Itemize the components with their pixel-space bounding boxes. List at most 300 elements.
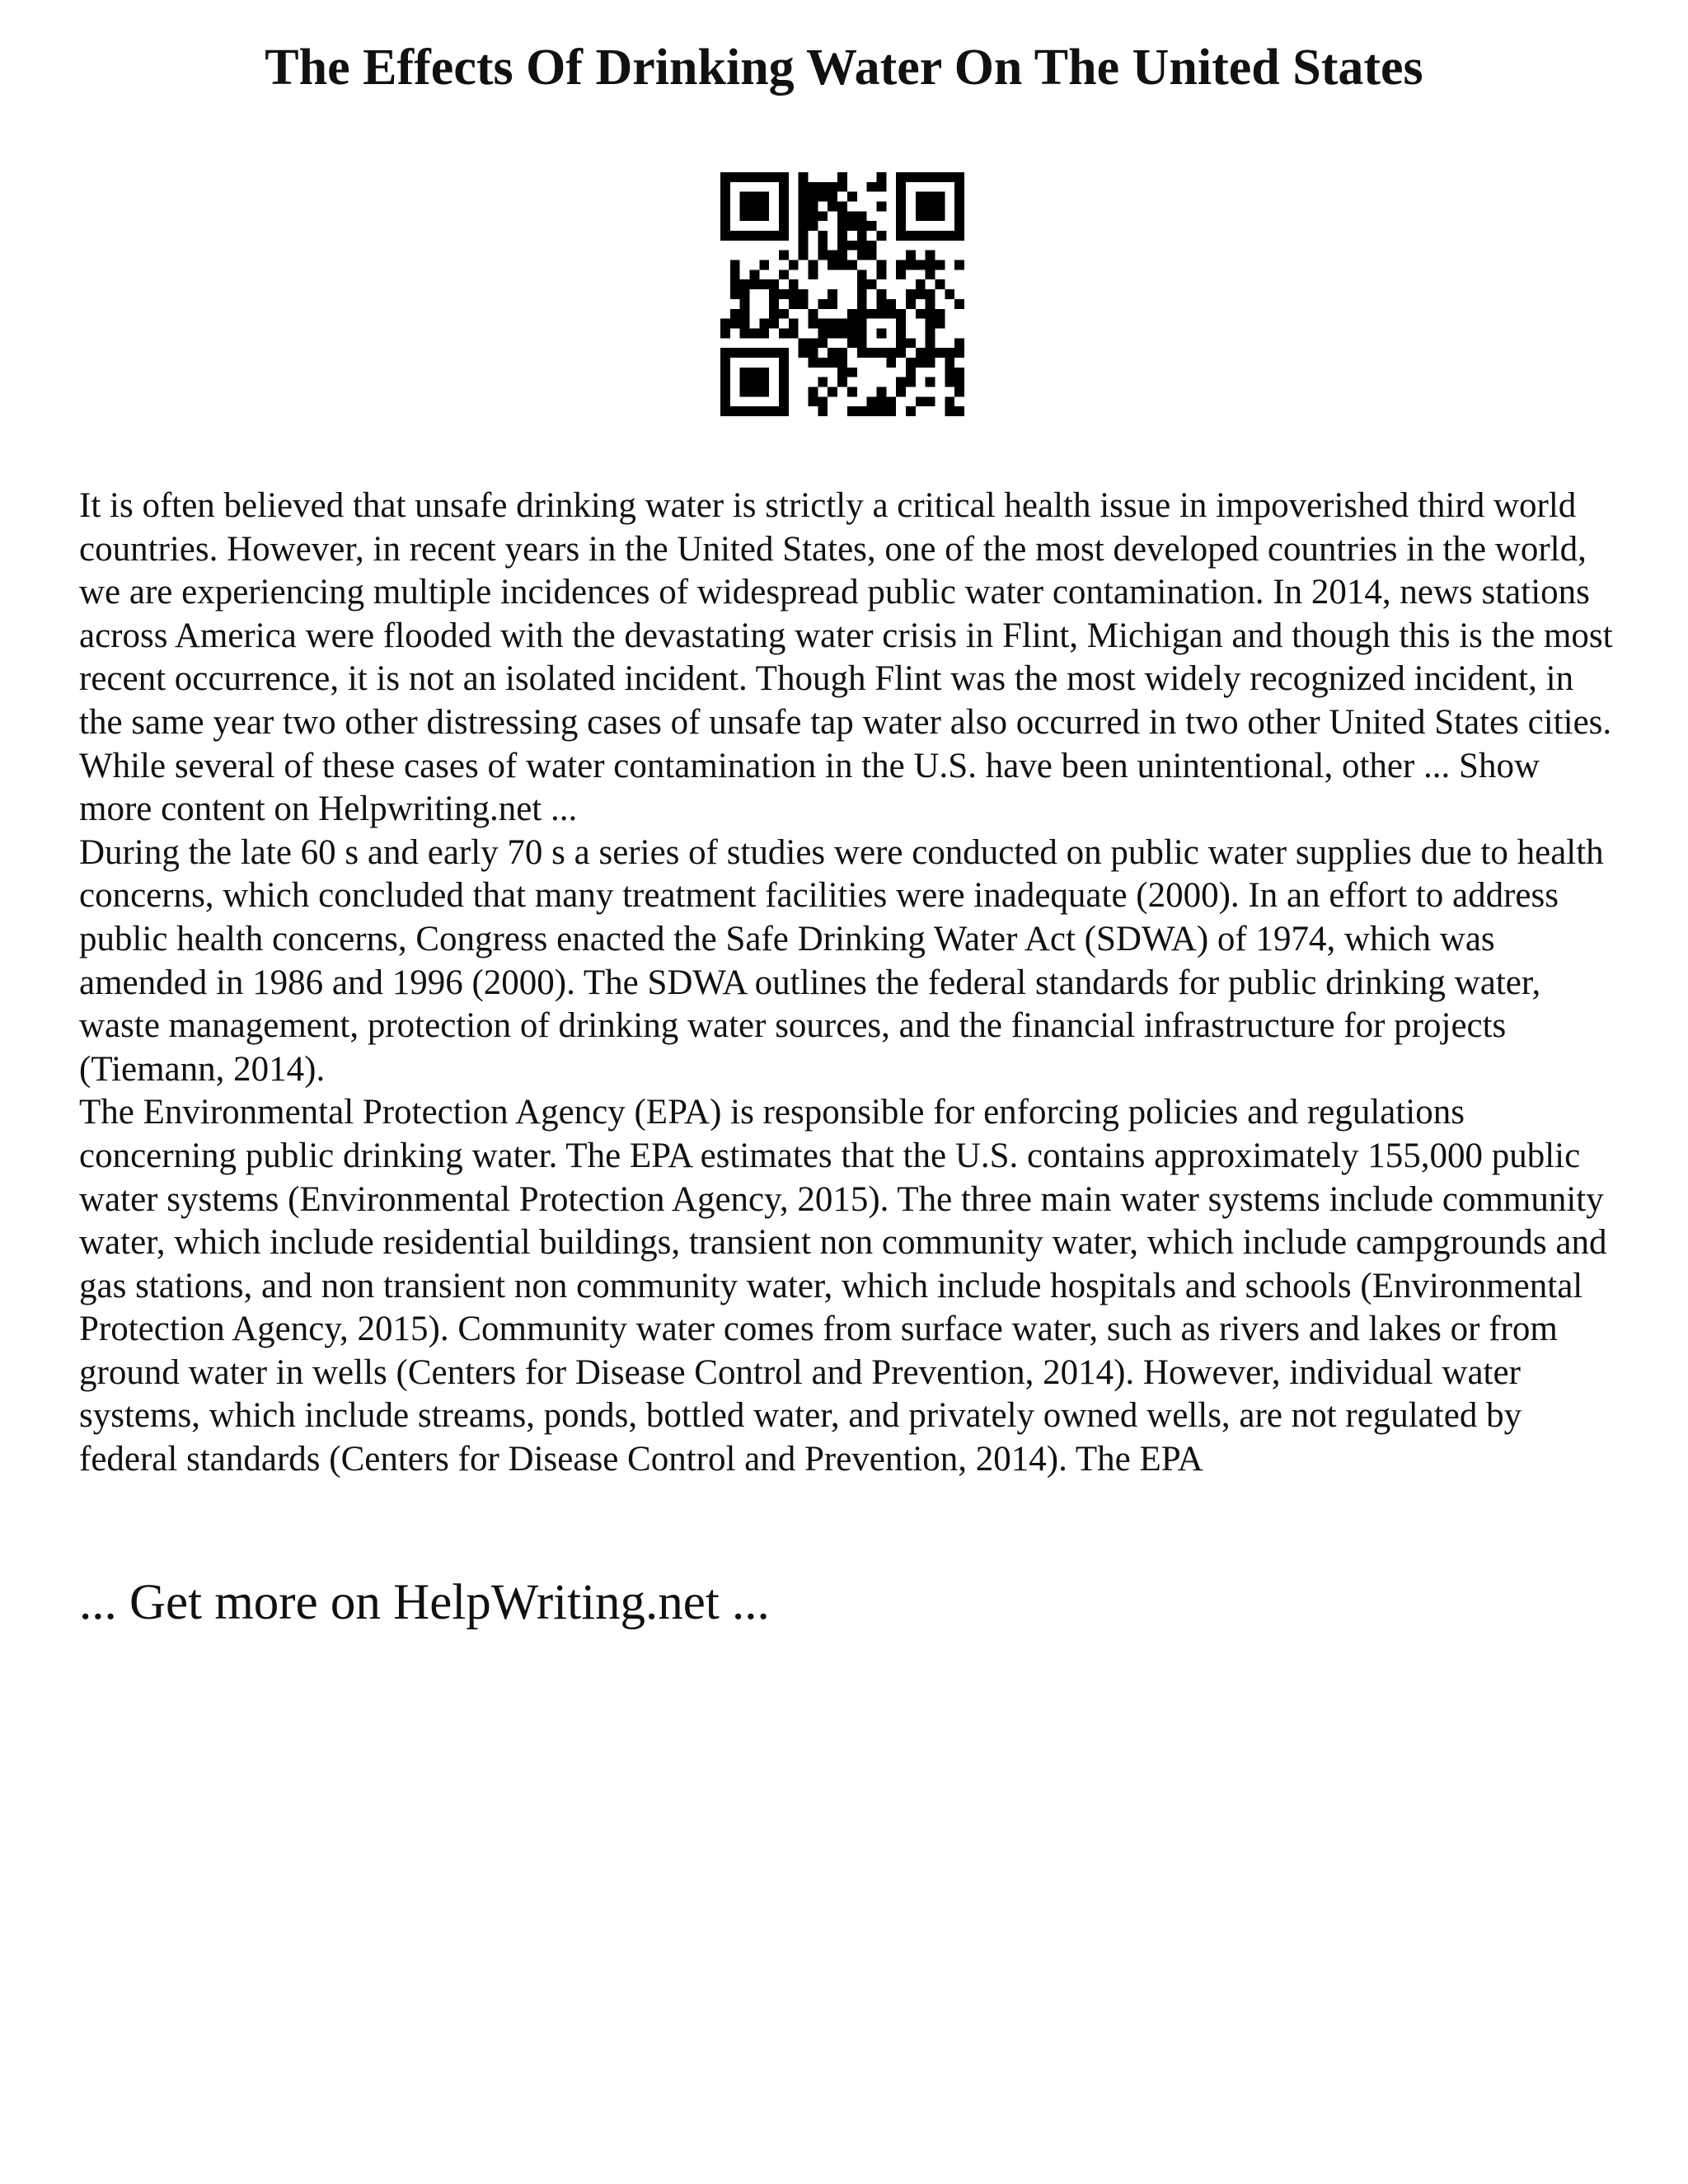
qr-module bbox=[769, 319, 779, 329]
qr-module bbox=[867, 279, 877, 289]
qr-module bbox=[789, 328, 799, 338]
qr-module bbox=[916, 358, 926, 368]
qr-module bbox=[799, 231, 809, 241]
qr-module bbox=[720, 231, 730, 241]
qr-module bbox=[828, 299, 837, 309]
qr-module bbox=[730, 279, 740, 289]
qr-module bbox=[779, 182, 789, 192]
qr-module bbox=[740, 279, 750, 289]
qr-module bbox=[926, 260, 935, 270]
qr-module bbox=[847, 309, 857, 319]
qr-module bbox=[828, 319, 837, 329]
qr-module bbox=[935, 211, 945, 221]
qr-module bbox=[945, 172, 954, 182]
qr-module bbox=[896, 192, 906, 202]
qr-module bbox=[759, 279, 769, 289]
qr-module bbox=[954, 406, 964, 416]
qr-module bbox=[876, 182, 886, 192]
qr-module bbox=[779, 368, 789, 377]
qr-module bbox=[720, 348, 730, 358]
qr-module bbox=[818, 377, 828, 387]
qr-module bbox=[926, 309, 935, 319]
qr-module bbox=[730, 319, 740, 329]
qr-module bbox=[818, 241, 828, 251]
qr-module bbox=[818, 338, 828, 348]
qr-module bbox=[896, 328, 906, 338]
qr-module bbox=[759, 211, 769, 221]
qr-module bbox=[926, 328, 935, 338]
qr-module bbox=[769, 231, 779, 241]
qr-module bbox=[906, 338, 916, 348]
qr-module bbox=[779, 358, 789, 368]
qr-module bbox=[809, 387, 818, 396]
qr-module bbox=[740, 406, 750, 416]
qr-module bbox=[876, 231, 886, 241]
qr-module bbox=[740, 348, 750, 358]
qr-module bbox=[750, 211, 760, 221]
qr-module bbox=[759, 172, 769, 182]
qr-module bbox=[799, 289, 809, 299]
qr-module bbox=[730, 269, 740, 279]
qr-module bbox=[896, 172, 906, 182]
qr-module bbox=[886, 348, 896, 358]
qr-module bbox=[896, 260, 906, 270]
qr-module bbox=[750, 406, 760, 416]
qr-module bbox=[926, 172, 935, 182]
qr-module bbox=[730, 260, 740, 270]
qr-module bbox=[809, 396, 818, 406]
qr-module bbox=[935, 192, 945, 202]
qr-module bbox=[750, 192, 760, 202]
qr-module bbox=[720, 396, 730, 406]
qr-module bbox=[935, 260, 945, 270]
qr-module bbox=[740, 328, 750, 338]
qr-module bbox=[926, 319, 935, 329]
qr-module bbox=[799, 182, 809, 192]
qr-module bbox=[896, 377, 906, 387]
qr-module bbox=[945, 368, 954, 377]
qr-module bbox=[916, 192, 926, 202]
get-more-link[interactable]: ... Get more on HelpWriting.net ... bbox=[79, 1575, 770, 1630]
qr-module bbox=[916, 231, 926, 241]
qr-module bbox=[769, 279, 779, 289]
qr-module bbox=[926, 231, 935, 241]
qr-module bbox=[906, 260, 916, 270]
qr-module bbox=[828, 260, 837, 270]
qr-module bbox=[837, 358, 847, 368]
qr-module bbox=[779, 406, 789, 416]
qr-module bbox=[769, 289, 779, 299]
qr-module bbox=[954, 348, 964, 358]
qr-module bbox=[799, 299, 809, 309]
qr-module bbox=[886, 358, 896, 368]
qr-module bbox=[828, 251, 837, 260]
qr-module bbox=[720, 182, 730, 192]
qr-module bbox=[886, 299, 896, 309]
qr-module bbox=[945, 289, 954, 299]
qr-module bbox=[935, 231, 945, 241]
qr-module bbox=[916, 348, 926, 358]
qr-module bbox=[847, 241, 857, 251]
qr-module bbox=[720, 202, 730, 212]
qr-module bbox=[896, 231, 906, 241]
qr-module bbox=[906, 358, 916, 368]
qr-module bbox=[809, 211, 818, 221]
qr-module bbox=[935, 172, 945, 182]
qr-module bbox=[740, 172, 750, 182]
qr-module bbox=[720, 192, 730, 202]
qr-module bbox=[779, 192, 789, 202]
qr-module bbox=[926, 377, 935, 387]
qr-module bbox=[867, 241, 877, 251]
qr-module bbox=[876, 172, 886, 182]
qr-module bbox=[886, 396, 896, 406]
qr-module bbox=[818, 396, 828, 406]
qr-module bbox=[945, 396, 954, 406]
qr-module bbox=[857, 251, 867, 260]
document-body bbox=[79, 485, 1620, 1482]
qr-module bbox=[809, 309, 818, 319]
qr-module bbox=[896, 348, 906, 358]
qr-module bbox=[837, 182, 847, 192]
qr-module bbox=[740, 299, 750, 309]
qr-module bbox=[779, 387, 789, 396]
qr-module bbox=[828, 328, 837, 338]
qr-module bbox=[837, 231, 847, 241]
qr-module bbox=[759, 231, 769, 241]
qr-module bbox=[809, 202, 818, 212]
qr-module bbox=[750, 279, 760, 289]
qr-module bbox=[799, 241, 809, 251]
qr-module bbox=[779, 289, 789, 299]
qr-module bbox=[945, 358, 954, 368]
qr-module bbox=[759, 192, 769, 202]
qr-module bbox=[886, 309, 896, 319]
qr-module bbox=[926, 358, 935, 368]
qr-module bbox=[926, 348, 935, 358]
qr-module bbox=[935, 319, 945, 329]
qr-code-icon[interactable] bbox=[720, 172, 964, 416]
qr-module bbox=[759, 202, 769, 212]
qr-module bbox=[857, 338, 867, 348]
qr-module bbox=[720, 387, 730, 396]
qr-module bbox=[847, 211, 857, 221]
qr-module bbox=[799, 348, 809, 358]
qr-module bbox=[857, 279, 867, 289]
qr-module bbox=[906, 299, 916, 309]
qr-module bbox=[759, 260, 769, 270]
qr-module bbox=[799, 172, 809, 182]
qr-module bbox=[916, 260, 926, 270]
qr-module bbox=[828, 358, 837, 368]
qr-module bbox=[876, 260, 886, 270]
qr-module bbox=[720, 319, 730, 329]
qr-module bbox=[759, 377, 769, 387]
qr-module bbox=[730, 289, 740, 299]
qr-module bbox=[720, 406, 730, 416]
qr-module bbox=[779, 221, 789, 231]
qr-module bbox=[837, 368, 847, 377]
qr-module bbox=[809, 221, 818, 231]
qr-module bbox=[867, 396, 877, 406]
qr-module bbox=[857, 269, 867, 279]
qr-module bbox=[740, 202, 750, 212]
qr-module bbox=[857, 309, 867, 319]
qr-module bbox=[954, 231, 964, 241]
qr-module bbox=[916, 279, 926, 289]
qr-module bbox=[750, 202, 760, 212]
qr-module bbox=[896, 319, 906, 329]
qr-module bbox=[857, 211, 867, 221]
qr-module bbox=[906, 231, 916, 241]
qr-module bbox=[935, 348, 945, 358]
qr-module bbox=[799, 221, 809, 231]
qr-module bbox=[876, 328, 886, 338]
qr-module bbox=[926, 289, 935, 299]
qr-module bbox=[954, 202, 964, 212]
qr-module bbox=[828, 387, 837, 396]
qr-module bbox=[730, 172, 740, 182]
qr-module bbox=[867, 182, 877, 192]
qr-module bbox=[857, 319, 867, 329]
qr-module bbox=[926, 211, 935, 221]
qr-module bbox=[779, 269, 789, 279]
paragraph-history: During the late 60 s and early 70 s a series of studies were conducted on public water supplies due to health concerns, which concluded that many treatment facilities were inadequate (2000). In an effort to address public health concerns, Congress enacted the Safe Drinking Water Act (SDWA) of 1974, which was amended in 1986 and 1996 (2000). The SDWA outlines the federal standards for public drinking water, waste management, protection of drinking water sources, and the financial infrastructure for projects (Tiemann, 2014). bbox=[79, 832, 1604, 1089]
qr-module bbox=[876, 348, 886, 358]
qr-module bbox=[740, 368, 750, 377]
qr-module bbox=[779, 377, 789, 387]
qr-module bbox=[896, 211, 906, 221]
qr-module bbox=[945, 406, 954, 416]
qr-module bbox=[837, 211, 847, 221]
qr-module bbox=[896, 309, 906, 319]
qr-module bbox=[750, 368, 760, 377]
qr-module bbox=[837, 221, 847, 231]
qr-module bbox=[818, 406, 828, 416]
qr-module bbox=[789, 260, 799, 270]
qr-module bbox=[837, 241, 847, 251]
qr-module bbox=[769, 406, 779, 416]
qr-module bbox=[876, 387, 886, 396]
qr-module bbox=[828, 289, 837, 299]
qr-module bbox=[779, 328, 789, 338]
qr-module bbox=[896, 221, 906, 231]
qr-module bbox=[730, 231, 740, 241]
qr-module bbox=[896, 202, 906, 212]
qr-module bbox=[867, 221, 877, 231]
qr-module bbox=[779, 309, 789, 319]
qr-module bbox=[789, 319, 799, 329]
qr-module bbox=[906, 251, 916, 260]
qr-module bbox=[759, 368, 769, 377]
qr-module bbox=[906, 289, 916, 299]
qr-module bbox=[916, 289, 926, 299]
qr-module bbox=[818, 182, 828, 192]
qr-module bbox=[876, 202, 886, 212]
qr-module bbox=[730, 348, 740, 358]
qr-module bbox=[750, 172, 760, 182]
qr-module bbox=[750, 328, 760, 338]
qr-module bbox=[769, 309, 779, 319]
qr-module bbox=[954, 260, 964, 270]
paragraph-intro: It is often believed that unsafe drinking water is strictly a critical health issue in impoverished third world countries. However, in recent years in the United States, one of the most developed countries in the world, we are experiencing multiple incidences of widespread public water contamination. In 2014, news stations across America were flooded with the devastating water crisis in Flint, Michigan and though this is the most recent occurrence, it is not an isolated incident. Though Flint was the most widely recognized incident, in the same year two other distressing cases of unsafe tap water also occurred in two other United States cities. While several of these cases of water contamination in the U.S. have been unintentional, other ... Show more content on Helpwriting.net ... bbox=[79, 486, 1613, 829]
qr-module bbox=[750, 387, 760, 396]
qr-module bbox=[769, 348, 779, 358]
qr-module bbox=[857, 328, 867, 338]
qr-module bbox=[847, 319, 857, 329]
qr-module bbox=[886, 406, 896, 416]
qr-module bbox=[906, 406, 916, 416]
qr-module bbox=[926, 338, 935, 348]
qr-module bbox=[906, 377, 916, 387]
qr-module bbox=[945, 348, 954, 358]
qr-module bbox=[916, 172, 926, 182]
qr-module bbox=[847, 260, 857, 270]
qr-module bbox=[750, 348, 760, 358]
qr-module bbox=[857, 348, 867, 358]
qr-module bbox=[954, 192, 964, 202]
qr-module bbox=[759, 319, 769, 329]
qr-module bbox=[916, 309, 926, 319]
qr-module bbox=[847, 221, 857, 231]
qr-module bbox=[818, 251, 828, 260]
qr-module bbox=[740, 211, 750, 221]
paragraph-epa: The Environmental Protection Agency (EPA) is responsible for enforcing policies and regulations concerning public drinking water. The EPA estimates that the U.S. contains approximately 155,000 public water systems (Environmental Protection Agency, 2015). The three main water systems include community water, which include residential buildings, transient non community water, which include campgrounds and gas stations, and non transient non community water, which include hospitals and schools (Environmental Protection Agency, 2015). Community water comes from surface water, such as rivers and lakes or from ground water in wells (Centers for Disease Control and Prevention, 2014). However, individual water systems, which include streams, ponds, bottled water, and privately owned wells, are not regulated by federal standards (Centers for Disease Control and Prevention, 2014). The EPA bbox=[79, 1093, 1607, 1479]
qr-module bbox=[847, 406, 857, 416]
qr-module bbox=[740, 319, 750, 329]
qr-module bbox=[779, 231, 789, 241]
qr-module bbox=[837, 377, 847, 387]
qr-module bbox=[916, 202, 926, 212]
qr-module bbox=[759, 328, 769, 338]
qr-module bbox=[837, 202, 847, 212]
qr-module bbox=[720, 221, 730, 231]
qr-module bbox=[954, 377, 964, 387]
qr-module bbox=[876, 289, 886, 299]
qr-module bbox=[876, 269, 886, 279]
qr-module bbox=[954, 368, 964, 377]
document-title: The Effects Of Drinking Water On The United States bbox=[265, 40, 1423, 96]
qr-module bbox=[809, 338, 818, 348]
qr-module bbox=[945, 231, 954, 241]
qr-module bbox=[818, 211, 828, 221]
qr-module bbox=[876, 299, 886, 309]
qr-module bbox=[906, 172, 916, 182]
qr-module bbox=[769, 172, 779, 182]
qr-module bbox=[779, 211, 789, 221]
qr-module bbox=[876, 396, 886, 406]
qr-module bbox=[720, 172, 730, 182]
qr-module bbox=[779, 172, 789, 182]
qr-module bbox=[935, 279, 945, 289]
qr-module bbox=[779, 396, 789, 406]
qr-module bbox=[759, 348, 769, 358]
qr-module bbox=[720, 358, 730, 368]
qr-module bbox=[857, 231, 867, 241]
qr-module bbox=[720, 377, 730, 387]
qr-module bbox=[828, 182, 837, 192]
qr-module bbox=[857, 406, 867, 416]
qr-module bbox=[935, 202, 945, 212]
qr-module bbox=[828, 348, 837, 358]
qr-module bbox=[867, 309, 877, 319]
qr-module bbox=[750, 231, 760, 241]
qr-module bbox=[818, 192, 828, 202]
qr-module bbox=[847, 368, 857, 377]
qr-module bbox=[867, 406, 877, 416]
qr-module bbox=[809, 182, 818, 192]
qr-module bbox=[828, 202, 837, 212]
qr-module bbox=[926, 192, 935, 202]
qr-module bbox=[759, 387, 769, 396]
qr-module bbox=[720, 328, 730, 338]
qr-module bbox=[740, 289, 750, 299]
qr-module bbox=[926, 202, 935, 212]
qr-module bbox=[740, 231, 750, 241]
qr-module bbox=[809, 192, 818, 202]
qr-module bbox=[750, 269, 760, 279]
qr-module bbox=[809, 260, 818, 270]
qr-module bbox=[730, 406, 740, 416]
qr-module bbox=[837, 319, 847, 329]
qr-module bbox=[945, 377, 954, 387]
qr-module bbox=[916, 211, 926, 221]
qr-module bbox=[954, 387, 964, 396]
qr-module bbox=[954, 182, 964, 192]
qr-module bbox=[954, 221, 964, 231]
qr-module bbox=[837, 348, 847, 358]
qr-module bbox=[857, 241, 867, 251]
qr-module bbox=[730, 309, 740, 319]
qr-module bbox=[789, 289, 799, 299]
qr-module bbox=[857, 299, 867, 309]
qr-module bbox=[926, 251, 935, 260]
qr-module bbox=[906, 368, 916, 377]
qr-module bbox=[847, 338, 857, 348]
qr-module bbox=[799, 251, 809, 260]
qr-module bbox=[740, 309, 750, 319]
qr-module bbox=[837, 260, 847, 270]
qr-module bbox=[837, 251, 847, 260]
qr-module bbox=[896, 338, 906, 348]
qr-module bbox=[837, 328, 847, 338]
qr-module bbox=[809, 319, 818, 329]
qr-module bbox=[809, 348, 818, 358]
qr-module bbox=[847, 192, 857, 202]
qr-module bbox=[799, 202, 809, 212]
qr-module bbox=[828, 192, 837, 202]
qr-module bbox=[896, 182, 906, 192]
qr-module bbox=[740, 192, 750, 202]
qr-module bbox=[799, 338, 809, 348]
qr-module bbox=[769, 299, 779, 309]
qr-module bbox=[954, 211, 964, 221]
qr-module bbox=[954, 299, 964, 309]
qr-module bbox=[809, 269, 818, 279]
qr-module bbox=[876, 406, 886, 416]
qr-module bbox=[818, 358, 828, 368]
qr-module bbox=[818, 231, 828, 241]
qr-module bbox=[896, 269, 906, 279]
qr-module bbox=[876, 309, 886, 319]
qr-module bbox=[857, 289, 867, 299]
qr-module bbox=[720, 368, 730, 377]
qr-module bbox=[779, 202, 789, 212]
qr-code-graphic bbox=[720, 172, 964, 416]
qr-module bbox=[740, 387, 750, 396]
qr-module bbox=[759, 406, 769, 416]
qr-module bbox=[926, 299, 935, 309]
